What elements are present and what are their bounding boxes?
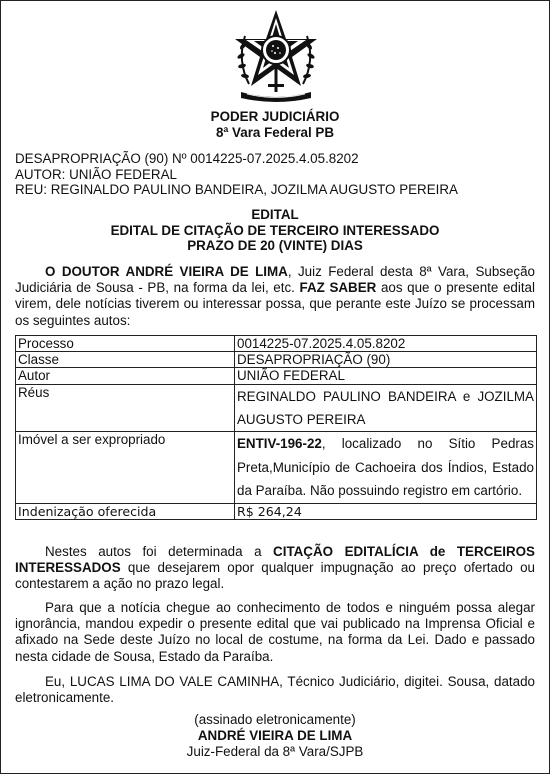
row-value: R$ 264,24 xyxy=(235,503,537,519)
row-label: Imóvel a ser expropriado xyxy=(16,432,235,503)
imovel-description: , localizado no Sítio Pedras Preta,Município de Cachoeira dos Índios, Estado da Paraíba. Não possuindo registro em cartório. xyxy=(237,436,534,499)
title-line-3: PRAZO DE 20 (VINTE) DIAS xyxy=(187,238,363,253)
court-name: PODER JUDICIÁRIO xyxy=(210,109,340,124)
signature-name: ANDRÉ VIEIRA DE LIMA xyxy=(197,727,353,743)
row-label: Classe xyxy=(16,352,235,368)
brazil-coat-of-arms-icon xyxy=(231,6,321,106)
row-value: 0014225-07.2025.4.05.8202 xyxy=(235,336,537,352)
row-value xyxy=(235,432,537,503)
intro-text-2: aos que o presente edital virem, dele notícias tiverem ou interessar possa, que perante este Juízo se processam os seguintes autos: xyxy=(15,280,535,328)
table-row xyxy=(16,368,537,384)
signature-note: (assinado eletronicamente) xyxy=(194,712,356,727)
row-label: Processo xyxy=(16,336,235,352)
table-row xyxy=(16,503,537,519)
paragraph-publication: Para que a notícia chegue ao conhecimento de todos e ninguém possa alegar ignorância, mandou expedir o presente edital que vai publicado na Imprensa Oficial e afixado na Sede deste Juízo no local de costume, na forma da Lei. Dado e passado nesta cidade de Sousa, Estado da Paraíba. xyxy=(15,600,535,664)
intro-paragraph xyxy=(15,264,535,329)
faz-saber: FAZ SABER xyxy=(299,280,377,296)
court-unit: 8ª Vara Federal PB xyxy=(215,124,335,140)
p1-text-c: que desejarem opor qualquer impugnação ao preço ofertado ou contestarem a ação no prazo legal. xyxy=(15,560,535,592)
paragraph-citation xyxy=(15,544,535,593)
paragraph-clerk: Eu, LUCAS LIMA DO VALE CAMINHA, Técnico Judiciário, digitei. Sousa, datado eletronicamente. xyxy=(15,674,535,706)
table-row xyxy=(16,384,537,432)
signature-role: Juiz-Federal da 8ª Vara/SJPB xyxy=(186,743,364,759)
case-info xyxy=(15,151,535,198)
case-defendants: REU: REGINALDO PAULINO BANDEIRA, JOZILMA AUGUSTO PEREIRA xyxy=(15,182,458,197)
row-label: Réus xyxy=(16,384,235,432)
judge-name: O DOUTOR ANDRÉ VIEIRA DE LIMA xyxy=(45,264,288,279)
imovel-code: ENTIV-196-22 xyxy=(237,436,322,452)
case-table xyxy=(15,335,537,520)
row-label: Indenização oferecida xyxy=(16,503,235,519)
row-value: UNIÃO FEDERAL xyxy=(235,368,537,384)
table-row xyxy=(16,432,537,503)
signature-block xyxy=(15,712,535,759)
intro-text-1: , Juiz Federal desta 8ª Vara, Subseção Judiciária de Sousa - PB, na forma da lei, etc. xyxy=(15,264,535,296)
title-line-1: EDITAL xyxy=(251,207,299,222)
edital-title xyxy=(15,207,535,254)
row-value: REGINALDO PAULINO BANDEIRA e JOZILMA AUGUSTO PEREIRA xyxy=(235,384,537,432)
case-number: DESAPROPRIAÇÃO (90) Nº 0014225-07.2025.4.05.8202 xyxy=(15,151,359,166)
p1-text-a: Nestes autos foi determinada a xyxy=(45,544,274,559)
table-row xyxy=(16,336,537,352)
case-author: AUTOR: UNIÃO FEDERAL xyxy=(15,166,177,182)
p1-bold: CITAÇÃO EDITALÍCIA de TERCEIROS INTERESSADOS xyxy=(15,544,535,576)
row-label: Autor xyxy=(16,368,235,384)
title-line-2: EDITAL DE CITAÇÃO DE TERCEIRO INTERESSADO xyxy=(110,222,440,238)
table-row xyxy=(16,352,537,368)
court-header xyxy=(15,109,535,140)
row-value: DESAPROPRIAÇÃO (90) xyxy=(235,352,537,368)
